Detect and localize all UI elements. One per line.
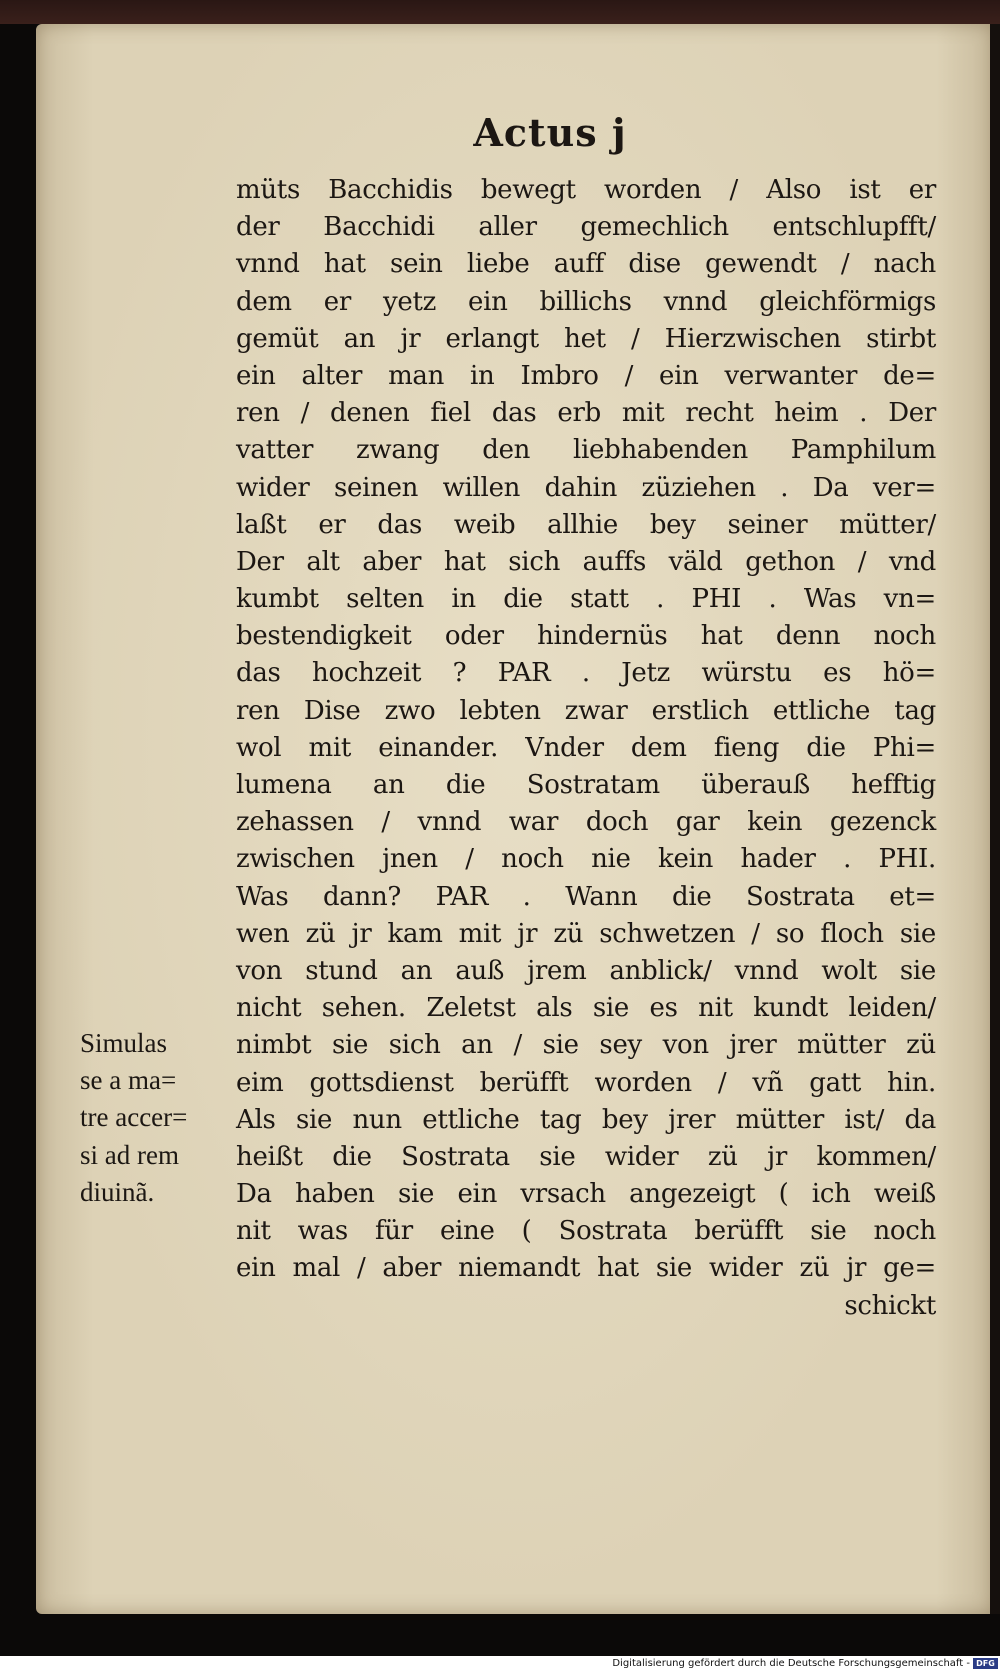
text-line: wen zü jr kam mit jr zü schwetzen / so floch sie <box>236 918 936 949</box>
text-line: zehassen / vnnd war doch gar kein gezenck <box>236 807 936 838</box>
text-line: nit was für eine ( Sostrata berüfft sie noch <box>236 1216 936 1247</box>
text-line: nimbt sie sich an / sie sey von jrer mütter zü <box>236 1030 936 1061</box>
marginal-note-line: si ad rem <box>80 1139 179 1170</box>
marginal-note-line: Simulas <box>80 1028 168 1058</box>
dfg-logo: DFG <box>973 1658 998 1669</box>
text-line: lumena an die Sostratam überauß hefftig <box>236 770 936 800</box>
text-line: bestendigkeit oder hindernüs hat denn noch <box>236 621 936 652</box>
marginal-note-line: tre accer= <box>80 1102 188 1133</box>
text-line: ein mal / aber niemandt hat sie wider zü jr ge= <box>236 1253 936 1284</box>
page-edge-shadow <box>990 24 1000 1614</box>
text-line: laßt er das weib allhie bey seiner mütter/ <box>236 509 936 540</box>
marginal-note <box>80 1025 230 1211</box>
footer-bar <box>0 1656 1000 1671</box>
text-line: zwischen jnen / noch nie kein hader . PHI. <box>236 844 936 875</box>
text-line: ren Dise zwo lebten zwar erstlich ettliche tag <box>236 695 936 726</box>
text-line: Als sie nun ettliche tag bey jrer mütter ist/ da <box>236 1104 936 1135</box>
text-line: der Bacchidi aller gemechlich entschlupfft/ <box>236 212 936 243</box>
marginal-note-line: diuinã. <box>80 1176 155 1207</box>
text-line: müts Bacchidis bewegt worden / Also ist er <box>236 175 936 205</box>
text-line: Der alt aber hat sich auffs väld gethon / vnd <box>236 546 936 577</box>
text-line: wider seinen willen dahin züziehen . Da ver= <box>236 472 936 503</box>
text-line: kumbt selten in die statt . PHI . Was vn= <box>236 584 936 615</box>
marginal-note-line: se a ma= <box>80 1065 177 1096</box>
digitization-credit: Digitalisierung gefördert durch die Deutsche Forschungsgemeinschaft - <box>612 1658 970 1669</box>
text-line: das hochzeit ? PAR . Jetz würstu es hö= <box>236 658 936 689</box>
body-text <box>236 172 936 1325</box>
text-line: dem er yetz ein billichs vnnd gleichförmigs <box>236 286 936 317</box>
text-line: Was dann? PAR . Wann die Sostrata et= <box>236 881 936 912</box>
text-line: von stund an auß jrem anblick/ vnnd wolt sie <box>236 955 936 986</box>
text-line: schickt <box>844 1290 936 1321</box>
text-line: nicht sehen. Zeletst als sie es nit kundt leiden/ <box>236 993 936 1024</box>
text-line: wol mit einander. Vnder dem fieng die Phi= <box>236 732 936 763</box>
text-line: ein alter man in Imbro / ein verwanter de= <box>236 360 936 391</box>
text-line: gemüt an jr erlangt het / Hierzwischen stirbt <box>236 323 936 354</box>
text-line: eim gottsdienst berüfft worden / vñ gatt hin. <box>236 1067 936 1098</box>
text-line: vnnd hat sein liebe auff dise gewendt / nach <box>236 249 936 280</box>
text-line: vatter zwang den liebhabenden Pamphilum <box>236 435 936 466</box>
book-page <box>36 24 994 1614</box>
text-line: heißt die Sostrata sie wider zü jr kommen/ <box>236 1141 936 1172</box>
page-header: Actus j <box>473 110 627 155</box>
text-line: ren / denen fiel das erb mit recht heim . Der <box>236 398 936 429</box>
text-line: Da haben sie ein vrsach angezeigt ( ich weiß <box>236 1179 936 1210</box>
book-top-edge <box>0 0 1000 24</box>
